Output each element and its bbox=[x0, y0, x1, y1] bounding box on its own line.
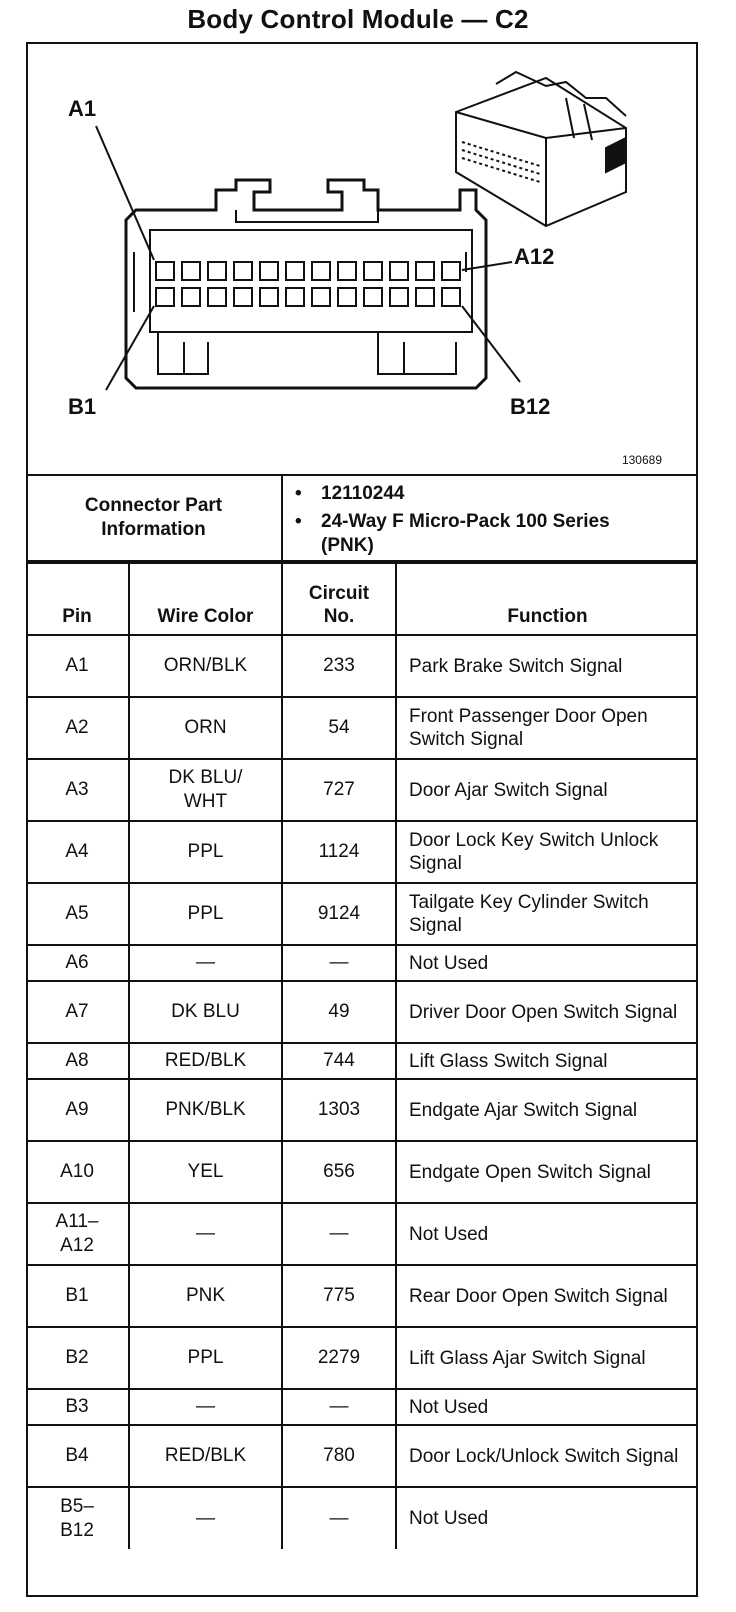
function-cell: Front Passenger Door Open Switch Signal bbox=[396, 697, 698, 759]
pin-cell: B3 bbox=[26, 1389, 129, 1425]
circuit-cell: — bbox=[282, 1203, 396, 1265]
function-cell: Door Lock Key Switch Unlock Signal bbox=[396, 821, 698, 883]
wire-color-cell: DK BLU/ WHT bbox=[129, 759, 282, 821]
pin-cavity bbox=[312, 288, 330, 306]
pin-cavity bbox=[208, 262, 226, 280]
table-row bbox=[26, 1265, 698, 1327]
b1-leader-line bbox=[106, 306, 154, 390]
function-cell: Not Used bbox=[396, 1487, 698, 1549]
pin-cavity bbox=[208, 288, 226, 306]
b12-leader-line bbox=[462, 306, 520, 382]
table-row bbox=[26, 697, 698, 759]
part-number: 12110244 bbox=[321, 483, 405, 504]
wire-color-cell: DK BLU bbox=[129, 981, 282, 1043]
wire-color-cell: RED/BLK bbox=[129, 1425, 282, 1487]
b12-label: B12 bbox=[510, 394, 551, 419]
function-cell: Rear Door Open Switch Signal bbox=[396, 1265, 698, 1327]
pin-cavity bbox=[156, 288, 174, 306]
figure-number: 130689 bbox=[621, 453, 662, 467]
pin-cell: A7 bbox=[26, 981, 129, 1043]
pin-cell: A9 bbox=[26, 1079, 129, 1141]
pin-cell: A3 bbox=[26, 759, 129, 821]
pin-cavity bbox=[312, 262, 330, 280]
bullet-icon: • bbox=[295, 483, 302, 504]
function-cell: Not Used bbox=[396, 1389, 698, 1425]
wire-color-cell: ORN bbox=[129, 697, 282, 759]
table-header-row bbox=[26, 563, 698, 635]
function-cell: Door Lock/Unlock Switch Signal bbox=[396, 1425, 698, 1487]
part-number-item bbox=[295, 482, 698, 506]
pin-cavity bbox=[416, 262, 434, 280]
page-title: Body Control Module — C2 bbox=[187, 4, 529, 34]
table-row bbox=[26, 759, 698, 821]
function-cell: Driver Door Open Switch Signal bbox=[396, 981, 698, 1043]
table-row bbox=[26, 635, 698, 697]
pin-cavity bbox=[338, 288, 356, 306]
connector-iso-view bbox=[456, 72, 626, 226]
pin-grid bbox=[156, 262, 460, 306]
pin-cavity bbox=[442, 288, 460, 306]
connector-type: 24-Way F Micro-Pack 100 Series (PNK) bbox=[321, 511, 610, 556]
header-function: Function bbox=[396, 563, 698, 635]
function-cell: Endgate Ajar Switch Signal bbox=[396, 1079, 698, 1141]
table-row bbox=[26, 1203, 698, 1265]
connector-type-item bbox=[295, 510, 621, 558]
circuit-cell: 727 bbox=[282, 759, 396, 821]
pin-cavity bbox=[390, 288, 408, 306]
header-wire-color: Wire Color bbox=[129, 563, 282, 635]
pin-cavity bbox=[286, 262, 304, 280]
connector-info-section bbox=[26, 474, 698, 562]
wire-color-cell: — bbox=[129, 945, 282, 981]
a1-label: A1 bbox=[68, 96, 97, 121]
table-row bbox=[26, 1425, 698, 1487]
pin-table bbox=[26, 562, 698, 1549]
connector-info-values bbox=[283, 476, 698, 560]
circuit-cell: 2279 bbox=[282, 1327, 396, 1389]
pin-cavity bbox=[364, 262, 382, 280]
pin-cell: A4 bbox=[26, 821, 129, 883]
circuit-cell: 775 bbox=[282, 1265, 396, 1327]
pin-cavity bbox=[442, 262, 460, 280]
function-cell: Lift Glass Switch Signal bbox=[396, 1043, 698, 1079]
circuit-cell: 656 bbox=[282, 1141, 396, 1203]
header-circuit-no: Circuit No. bbox=[282, 563, 396, 635]
table-row bbox=[26, 1043, 698, 1079]
pin-cell: B4 bbox=[26, 1425, 129, 1487]
pin-cell: A1 bbox=[26, 635, 129, 697]
table-row bbox=[26, 1389, 698, 1425]
wire-color-cell: ORN/BLK bbox=[129, 635, 282, 697]
pin-cavity bbox=[182, 288, 200, 306]
wire-color-cell: PPL bbox=[129, 821, 282, 883]
b1-label: B1 bbox=[68, 394, 97, 419]
table-row bbox=[26, 981, 698, 1043]
pin-cavity bbox=[234, 288, 252, 306]
bullet-icon: • bbox=[295, 511, 302, 532]
pin-cell: A8 bbox=[26, 1043, 129, 1079]
wire-color-cell: PPL bbox=[129, 883, 282, 945]
pin-cell: B1 bbox=[26, 1265, 129, 1327]
circuit-cell: 780 bbox=[282, 1425, 396, 1487]
wire-color-cell: PNK/BLK bbox=[129, 1079, 282, 1141]
pin-cell: A6 bbox=[26, 945, 129, 981]
circuit-cell: 233 bbox=[282, 635, 396, 697]
wire-color-cell: — bbox=[129, 1487, 282, 1549]
connector-face-drawing bbox=[26, 42, 698, 474]
pin-cavity bbox=[234, 262, 252, 280]
pin-cavity bbox=[364, 288, 382, 306]
pin-cavity bbox=[338, 262, 356, 280]
function-cell: Not Used bbox=[396, 945, 698, 981]
pin-cavity bbox=[286, 288, 304, 306]
pin-cavity bbox=[260, 262, 278, 280]
table-row bbox=[26, 883, 698, 945]
pin-cavity bbox=[260, 288, 278, 306]
wire-color-cell: — bbox=[129, 1389, 282, 1425]
pin-cell: A2 bbox=[26, 697, 129, 759]
function-cell: Door Ajar Switch Signal bbox=[396, 759, 698, 821]
circuit-cell: — bbox=[282, 945, 396, 981]
wire-color-cell: RED/BLK bbox=[129, 1043, 282, 1079]
table-row bbox=[26, 1487, 698, 1549]
wire-color-cell: PPL bbox=[129, 1327, 282, 1389]
wire-color-cell: — bbox=[129, 1203, 282, 1265]
pin-cell: B5– B12 bbox=[26, 1487, 129, 1549]
circuit-cell: 9124 bbox=[282, 883, 396, 945]
function-cell: Tailgate Key Cylinder Switch Signal bbox=[396, 883, 698, 945]
circuit-cell: 1124 bbox=[282, 821, 396, 883]
function-cell: Endgate Open Switch Signal bbox=[396, 1141, 698, 1203]
pin-cavity bbox=[390, 262, 408, 280]
header-pin: Pin bbox=[26, 563, 129, 635]
pin-cell: A5 bbox=[26, 883, 129, 945]
wire-color-cell: PNK bbox=[129, 1265, 282, 1327]
pin-cavity bbox=[416, 288, 434, 306]
table-row bbox=[26, 1327, 698, 1389]
connector-info-label: Connector Part Information bbox=[26, 476, 283, 560]
connector-face bbox=[126, 180, 486, 388]
table-row bbox=[26, 821, 698, 883]
function-cell: Park Brake Switch Signal bbox=[396, 635, 698, 697]
table-row bbox=[26, 945, 698, 981]
circuit-cell: 1303 bbox=[282, 1079, 396, 1141]
circuit-cell: — bbox=[282, 1389, 396, 1425]
circuit-cell: — bbox=[282, 1487, 396, 1549]
table-row bbox=[26, 1079, 698, 1141]
pin-cavity bbox=[156, 262, 174, 280]
circuit-cell: 54 bbox=[282, 697, 396, 759]
table-row bbox=[26, 1141, 698, 1203]
pin-cell: B2 bbox=[26, 1327, 129, 1389]
function-cell: Not Used bbox=[396, 1203, 698, 1265]
circuit-cell: 744 bbox=[282, 1043, 396, 1079]
connector-diagram bbox=[26, 42, 698, 474]
function-cell: Lift Glass Ajar Switch Signal bbox=[396, 1327, 698, 1389]
wire-color-cell: YEL bbox=[129, 1141, 282, 1203]
a12-label: A12 bbox=[514, 244, 555, 269]
pin-cavity bbox=[182, 262, 200, 280]
pin-cell: A10 bbox=[26, 1141, 129, 1203]
circuit-cell: 49 bbox=[282, 981, 396, 1043]
pin-cell: A11– A12 bbox=[26, 1203, 129, 1265]
